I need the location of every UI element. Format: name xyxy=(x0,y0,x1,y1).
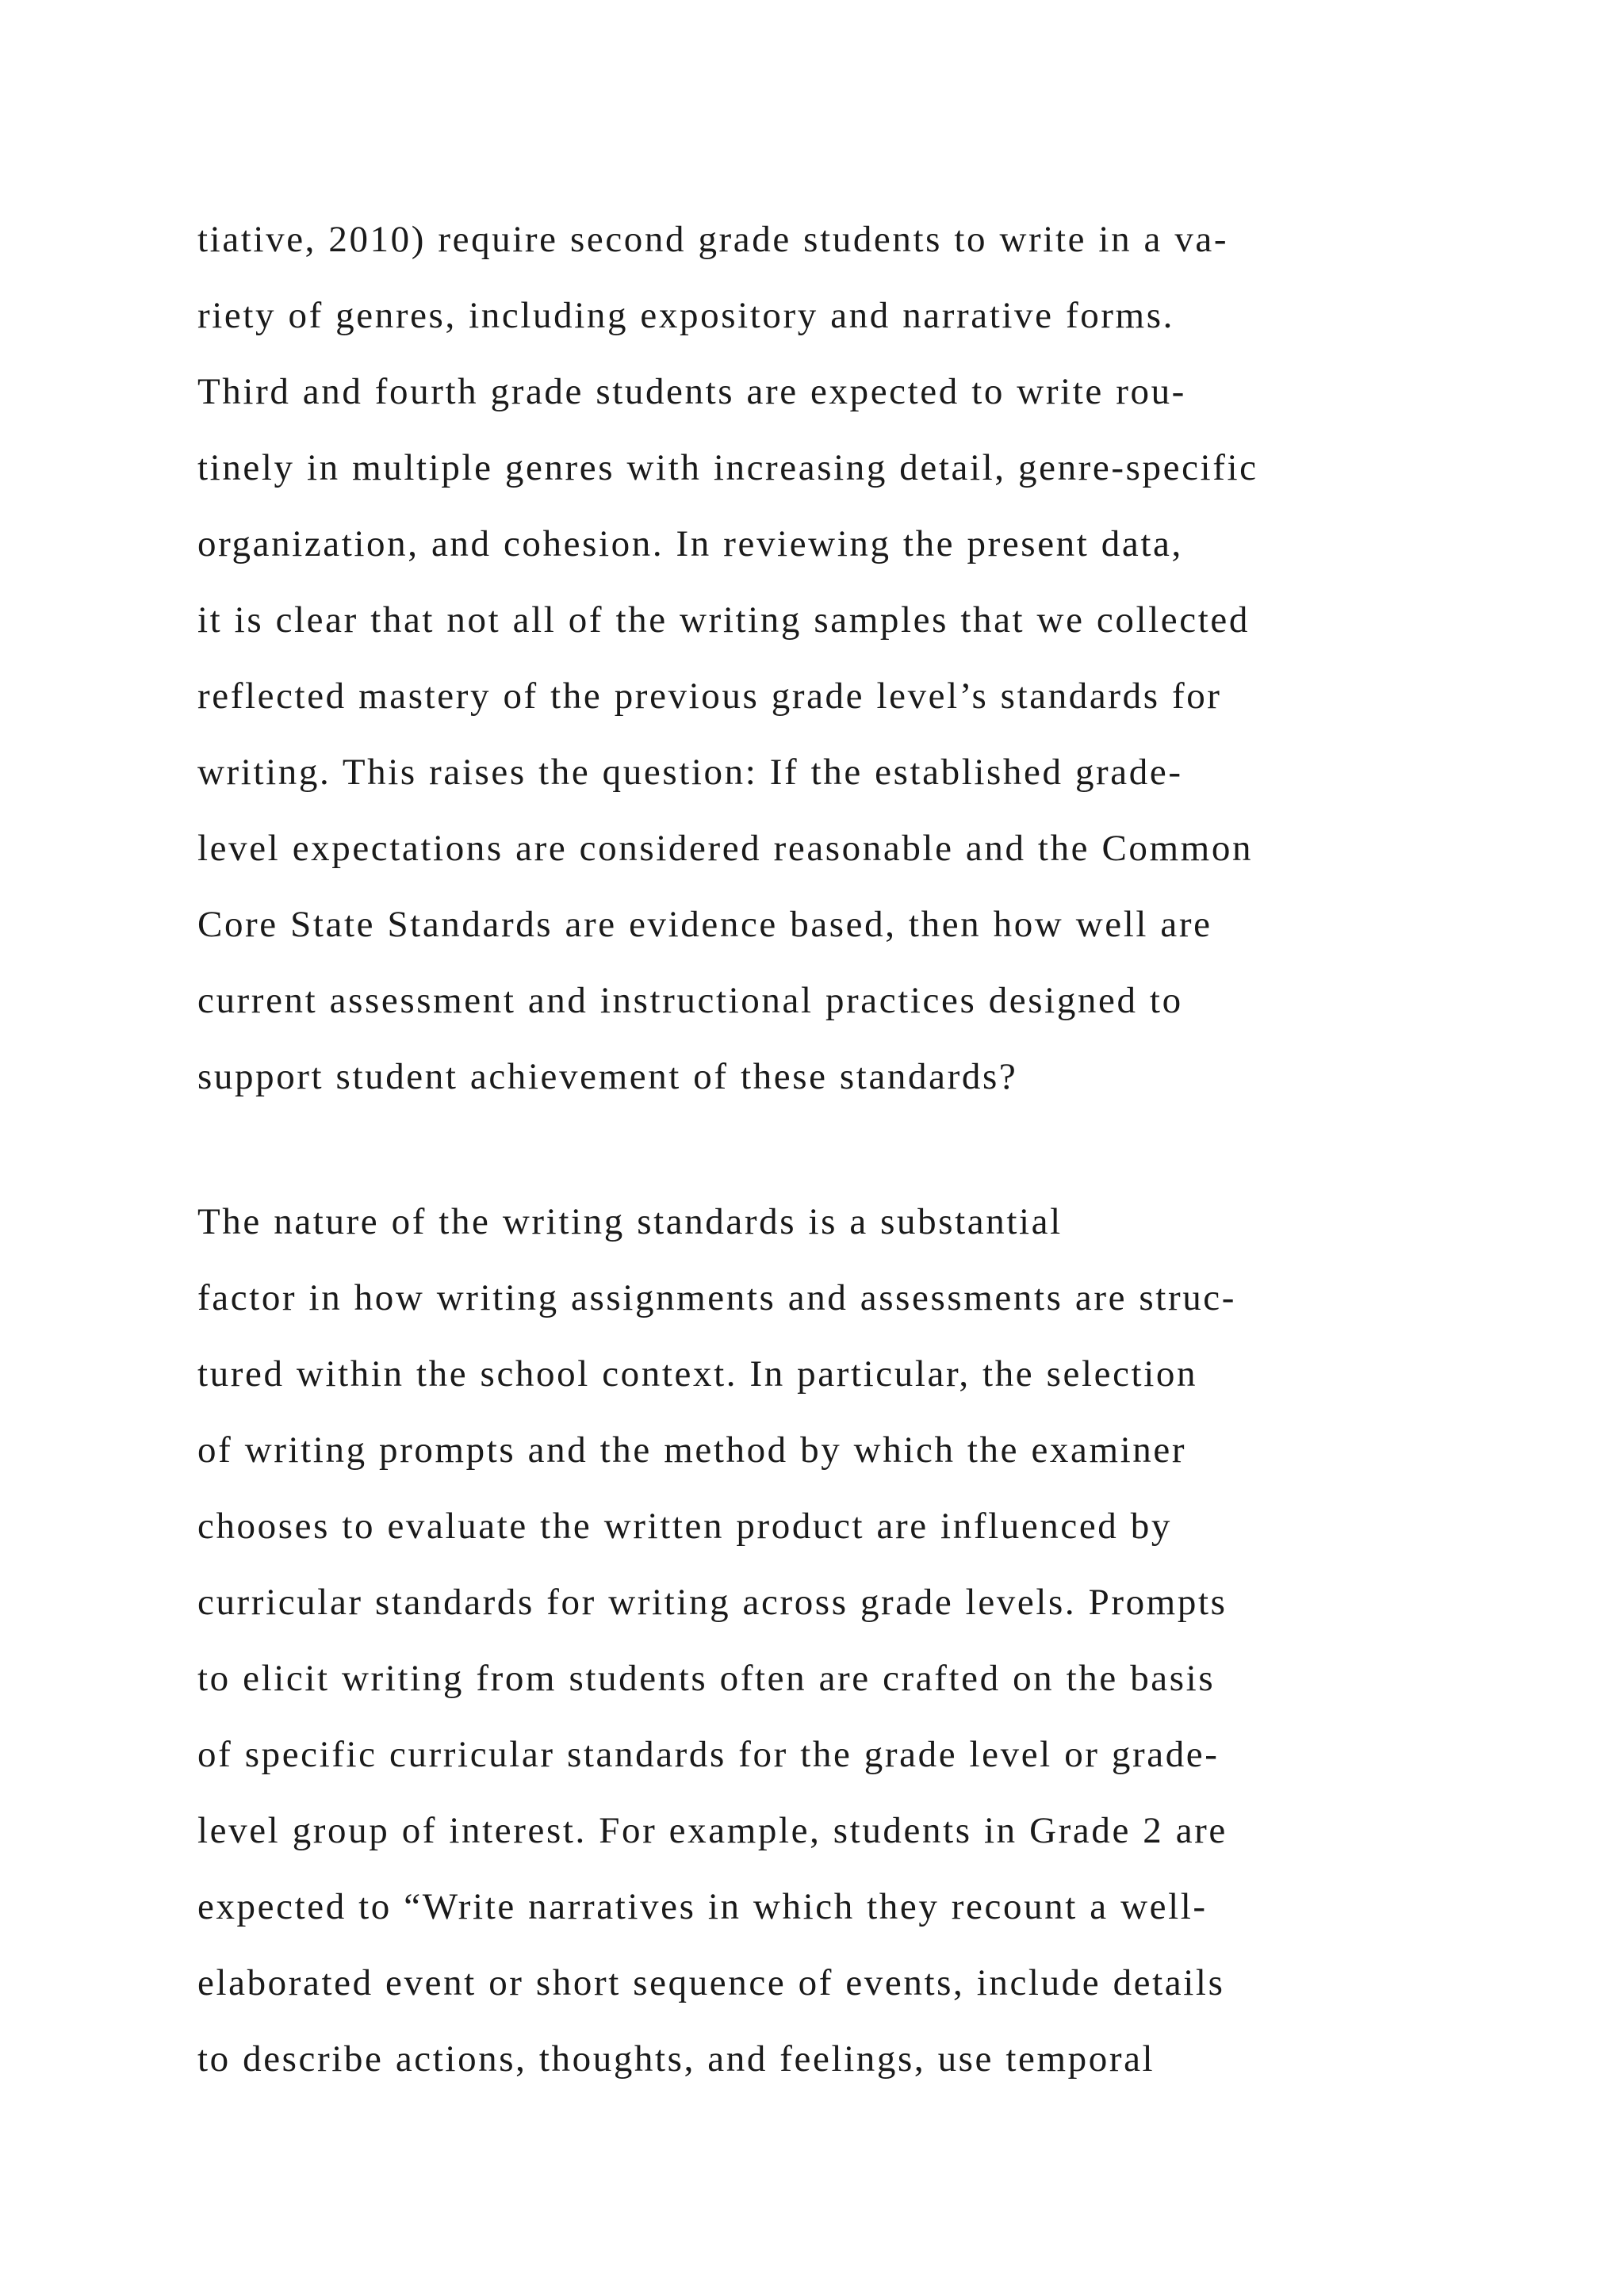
text-line: reflected mastery of the previous grade level’s standards for xyxy=(197,675,1222,717)
text-line: to describe actions, thoughts, and feelings, use temporal xyxy=(197,2038,1155,2080)
text-line: level group of interest. For example, students in Grade 2 are xyxy=(197,1810,1228,1851)
text-line: The nature of the writing standards is a substantial xyxy=(197,1201,1063,1242)
text-line: elaborated event or short sequence of events, include details xyxy=(197,1962,1225,2003)
text-line: of specific curricular standards for the grade level or grade- xyxy=(197,1734,1220,1775)
text-line: curricular standards for writing across grade levels. Prompts xyxy=(197,1582,1228,1623)
text-line: Third and fourth grade students are expected to write rou- xyxy=(197,371,1186,412)
text-line: Core State Standards are evidence based, then how well are xyxy=(197,904,1212,945)
paragraph-1 xyxy=(197,201,1258,1115)
text-line: tured within the school context. In particular, the selection xyxy=(197,1353,1198,1395)
text-line: to elicit writing from students often are crafted on the basis xyxy=(197,1658,1216,1699)
text-line: organization, and cohesion. In reviewing the present data, xyxy=(197,523,1183,564)
text-line: factor in how writing assignments and assessments are struc- xyxy=(197,1277,1237,1318)
text-line: level expectations are considered reasonable and the Common xyxy=(197,828,1254,869)
text-line: tiative, 2010) require second grade students to write in a va- xyxy=(197,219,1229,260)
text-line: current assessment and instructional practices designed to xyxy=(197,980,1183,1021)
text-line: tinely in multiple genres with increasing detail, genre-specific xyxy=(197,447,1258,488)
text-line: chooses to evaluate the written product are influenced by xyxy=(197,1506,1172,1547)
text-line: it is clear that not all of the writing samples that we collected xyxy=(197,599,1250,641)
paragraph-2 xyxy=(197,1184,1236,2097)
text-line: writing. This raises the question: If the established grade- xyxy=(197,752,1183,793)
text-line: riety of genres, including expository and narrative forms. xyxy=(197,295,1174,336)
text-line: expected to “Write narratives in which they recount a well- xyxy=(197,1886,1208,1927)
text-line: support student achievement of these standards? xyxy=(197,1056,1018,1097)
text-line: of writing prompts and the method by which the examiner xyxy=(197,1429,1187,1471)
